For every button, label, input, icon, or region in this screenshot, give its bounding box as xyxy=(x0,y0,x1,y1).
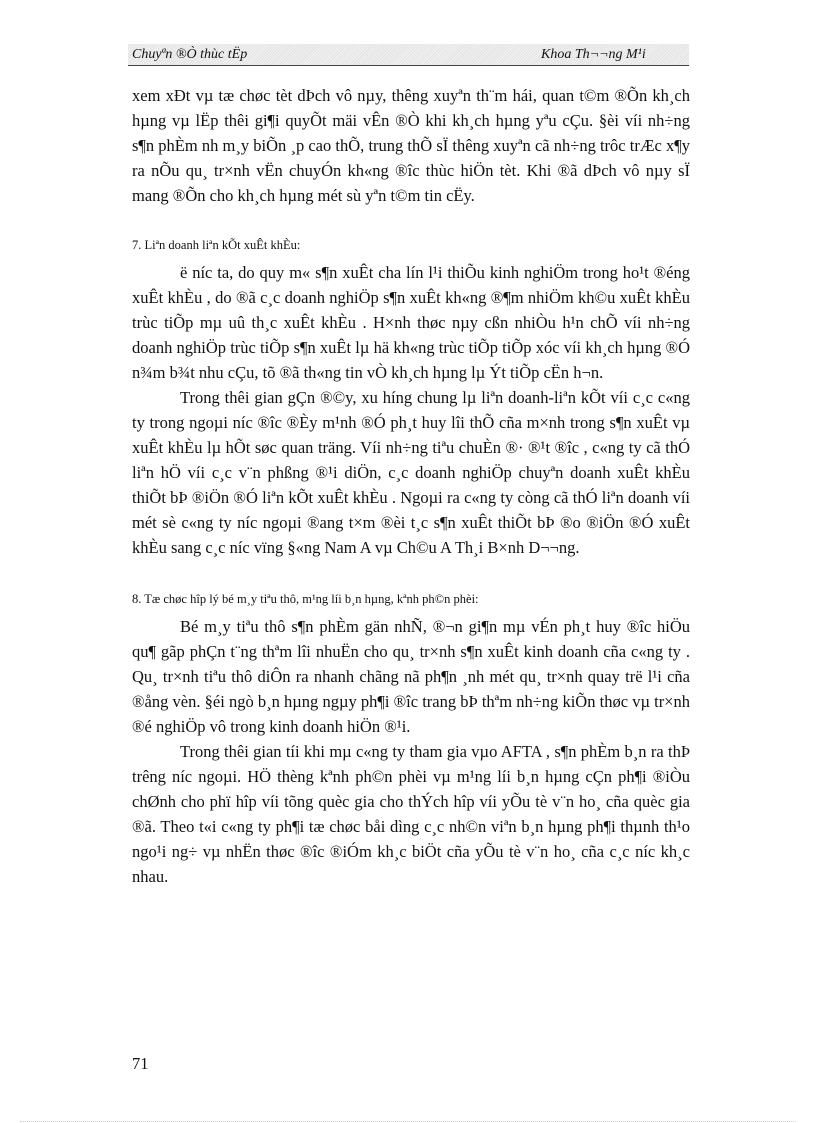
page-number: 71 xyxy=(132,1054,149,1073)
page-body xyxy=(132,83,690,889)
section-8-paragraph-2: Trong thêi gian tíi khi mµ c«ng ty tham gia vµo AFTA , s¶n phÈm b¸n ra thÞ trêng níc ngoµi. HÖ thèng kªnh ph©n phèi vµ m¹ng líi b¸n hµng cÇn ph¶i ®iÒu chØnh cho phï hîp víi tõng quèc gia cho thÝch hîp víi yÕu tè v¨n ho¸ cña quèc gia ®ã. Theo t«i c«ng ty ph¶i tæ chøc båi dìng c¸c nh©n viªn b¸n hµng ph¶i thµnh th¹o ngo¹i ng÷ vµ nhËn thøc ®îc ®iÓm kh¸c biÖt cña yÕu tè v¨n ho¸ cña c¸c níc kh¸c nhau. xyxy=(132,742,690,886)
spacer xyxy=(132,208,690,236)
page-bottom-divider xyxy=(20,1121,796,1122)
running-header xyxy=(128,44,689,66)
header-section-title: Chuyªn ®Ò thùc tËp xyxy=(132,47,248,62)
section-7-heading: 7. Liªn doanh liªn kÕt xuÊt khÈu: xyxy=(132,238,301,252)
section-7-paragraph-2: Trong thêi gian gÇn ®©y, xu híng chung lµ liªn doanh-liªn kÕt víi c¸c c«ng ty trong ngoµi níc ®îc ®Èy m¹nh ®Ó ph¸t huy lîi thÕ cña m×nh trong s¶n xuÊt vµ xuÊt khÈu lµ hÕt søc quan träng. Víi nh÷ng tiªu chuÈn ®· ®¹t ®îc , c«ng ty cã thÓ liªn hÖ víi c¸c v¨n phßng ®¹i diÖn, c¸c doanh nghiÖp chuyªn doanh xuÊt khÈu thiÕt bÞ ®iÖn ®Ó liªn kÕt xuÊt khÈu . Ngoµi ra c«ng ty còng cã thÓ liªn doanh víi mét sè c«ng ty níc ngoµi ®ang t×m ®èi t¸c s¶n xuÊt thiÕt bÞ ®o ®iÖn ®Ó xuÊt khÈu sang c¸c níc vïng §«ng Nam A vµ Ch©u A Th¸i B×nh D¬¬ng. xyxy=(132,388,690,557)
header-faculty: Khoa Th¬¬ng M¹i xyxy=(541,47,646,62)
section-7-paragraph-1: ë níc ta, do quy m« s¶n xuÊt cha lín l¹i thiÕu kinh nghiÖm trong ho¹t ®éng xuÊt khÈu , do ®ã c¸c doanh nghiÖp s¶n xuÊt kh«ng ®¶m nhiÖm kh©u xuÊt khÈu trùc tiÕp mµ uû th¸c xuÊt khÈu . H×nh thøc nµy cßn nhiÒu h¹n chÕ víi nh÷ng doanh nghiÖp trùc tiÕp s¶n xuÊt lµ hä kh«ng trùc tiÕp tiÕp xóc víi kh¸ch hµng ®Ó n¾m b¾t nhu cÇu, tõ ®ã th«ng tin vÒ kh¸ch hµng lµ Ýt tiÕp cËn h¬n. xyxy=(132,263,690,382)
section-8-paragraph-1: Bé m¸y tiªu thô s¶n phÈm gän nhÑ, ®¬n gi¶n mµ vÉn ph¸t huy ®îc hiÖu qu¶ gãp phÇn t¨ng thªm lîi nhuËn cho qu¸ tr×nh s¶n xuÊt kinh doanh cña c«ng ty . Qu¸ tr×nh tiªu thô diÔn ra nhanh chãng nã ph¶n ¸nh mét qu¸ tr×nh quay trë l¹i cña ®ång vèn. §éi ngò b¸n hµng ngµy ph¶i ®îc trang bÞ thªm nh÷ng kiÕn thøc vµ tr×nh ®é nghiÖp vô trong kinh doanh hiÖn ®¹i. xyxy=(132,617,690,736)
section-8-heading: 8. Tæ chøc hîp lý bé m¸y tiªu thô, m¹ng líi b¸n hµng, kªnh ph©n phèi: xyxy=(132,592,479,606)
intro-paragraph: xem xÐt vµ tæ chøc tèt dÞch vô nµy, thêng xuyªn th¨m hái, quan t©m ®Õn kh¸ch hµng vµ lËp thêi gi¶i quyÕt mäi vÊn ®Ò khi kh¸ch hµng yªu cÇu. §èi víi nh÷ng s¶n phÈm nh m¸y biÕn ¸p cao thÕ, trung thÕ sÏ thêng xuyªn cã nh÷ng trôc trÆc x¶y ra nÕu qu¸ tr×nh vËn chuyÓn kh«ng ®îc thùc hiÖn tèt. Khi ®ã dÞch vô nµy sÏ mang ®Õn cho kh¸ch hµng mét sù yªn t©m tin cËy. xyxy=(132,86,690,205)
spacer xyxy=(132,560,690,590)
